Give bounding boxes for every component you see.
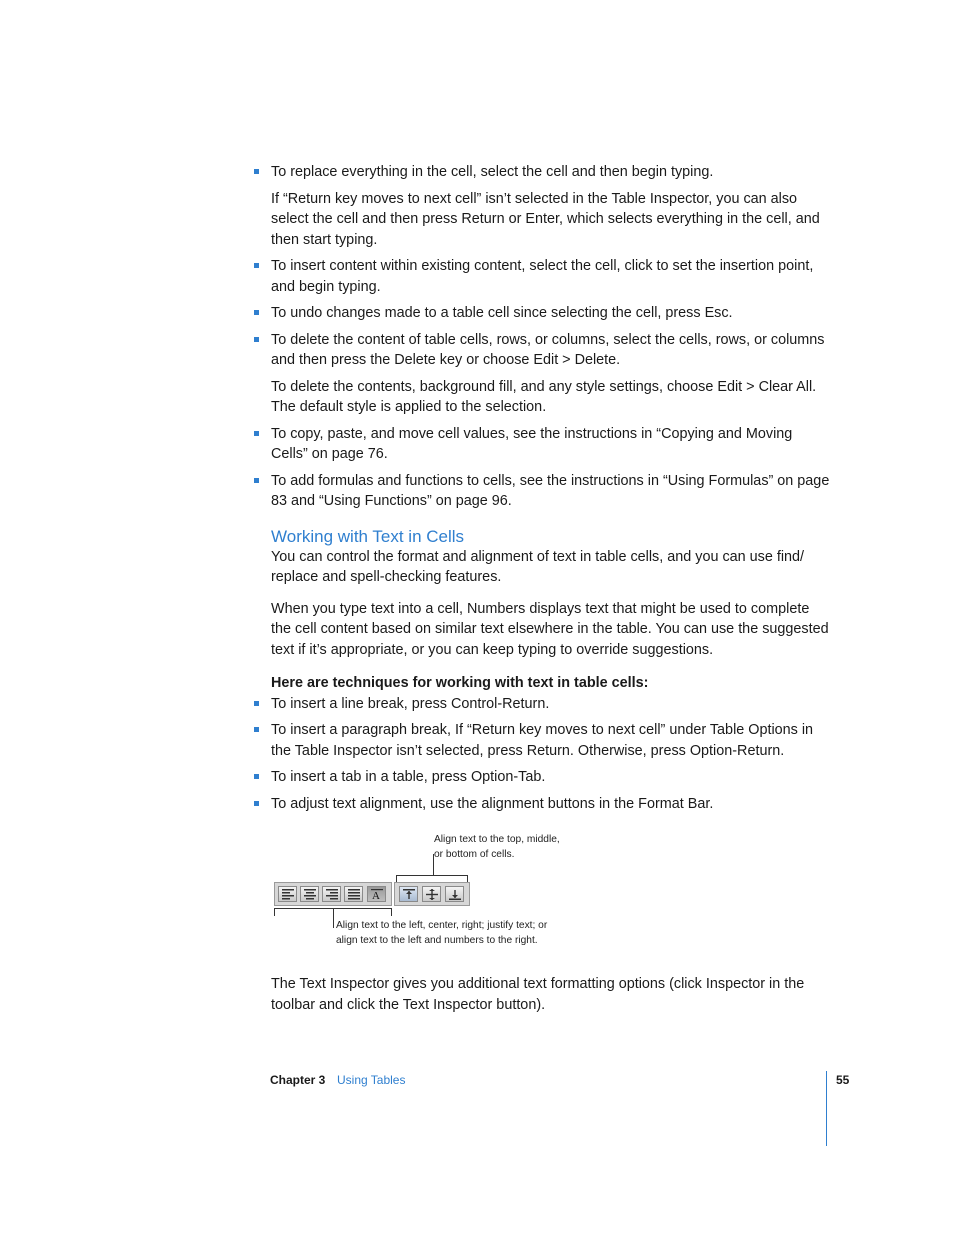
align-middle-icon[interactable]: [422, 886, 441, 902]
callout-vertical-alignment: [434, 832, 560, 862]
bullet-marker: [254, 337, 259, 342]
align-top-icon[interactable]: [399, 886, 418, 902]
horizontal-alignment-buttons: [274, 882, 392, 906]
footer-chapter-title: Using Tables: [337, 1073, 406, 1087]
page-content: [271, 162, 831, 820]
align-right-icon[interactable]: [322, 886, 341, 902]
callout-bracket: [396, 875, 468, 876]
callout-text: or bottom of cells.: [434, 849, 515, 860]
list-item-text: To replace everything in the cell, select the cell and then begin typing.: [271, 164, 714, 180]
list-item-text: To copy, paste, and move cell values, see the instructions in “Copying and Moving Cells” on page 76.: [271, 425, 793, 462]
list-item: [271, 471, 831, 512]
list-item: [271, 694, 831, 715]
list-item: [271, 303, 831, 324]
list-item-text: To insert content within existing content, select the cell, click to set the insertion point, and begin typing.: [271, 258, 814, 295]
techniques-intro: Here are techniques for working with text in table cells:: [271, 675, 649, 691]
list-item: [271, 256, 831, 297]
list-item: [271, 424, 831, 465]
bullet-marker: [254, 478, 259, 483]
list-item: [271, 720, 831, 761]
callout-leader-line: [433, 854, 434, 876]
bullet-marker: [254, 431, 259, 436]
align-left-icon[interactable]: [278, 886, 297, 902]
bullet-marker: [254, 774, 259, 779]
list-item-note: To delete the contents, background fill, and any style settings, choose Edit > Clear All. The default style is applied to the selection.: [271, 378, 817, 415]
bullet-marker: [254, 169, 259, 174]
format-bar-figure: [271, 830, 591, 950]
list-item: [271, 767, 831, 788]
list-item-text: To add formulas and functions to cells, see the instructions in “Using Formulas” on page 83 and “Using Functions” on page 96.: [271, 472, 830, 509]
callout-bracket: [391, 908, 392, 916]
list-item-text: To adjust text alignment, use the alignment buttons in the Format Bar.: [271, 795, 714, 812]
justify-icon[interactable]: [344, 886, 363, 902]
callout-leader-line: [333, 908, 334, 928]
callout-text: Align text to the top, middle,: [434, 834, 560, 845]
list-item-text: To insert a line break, press Control-Return.: [271, 695, 550, 712]
list-item-text: To insert a tab in a table, press Option-Tab.: [271, 769, 546, 785]
list-item: [271, 794, 831, 815]
paragraph: You can control the format and alignment of text in table cells, and you can use find/ replace and spell-checking features.: [271, 548, 805, 585]
callout-text: Align text to the left, center, right; justify text; or: [336, 920, 548, 931]
bullet-marker: [254, 727, 259, 732]
auto-align-icon[interactable]: [367, 886, 386, 902]
align-center-icon[interactable]: [300, 886, 319, 902]
list-item-text: To insert a paragraph break, If “Return key moves to next cell” under Table Options in the Table Inspector isn’t selected, press Return. Otherwise, press Option-Return.: [271, 722, 814, 759]
list-item-text: To delete the content of table cells, rows, or columns, select the cells, rows, or columns and then press the Delete key or choose Edit > Delete.: [271, 331, 825, 368]
callout-text: align text to the left and numbers to the right.: [336, 935, 538, 946]
callout-horizontal-alignment: [336, 918, 547, 948]
vertical-alignment-buttons: [394, 882, 470, 906]
bullet-marker: [254, 701, 259, 706]
footer-divider: [826, 1071, 827, 1146]
list-item: [271, 162, 831, 183]
page-number: 55: [836, 1073, 850, 1087]
align-bottom-icon[interactable]: [445, 886, 464, 902]
list-item: [271, 330, 831, 371]
list-item-note: If “Return key moves to next cell” isn’t selected in the Table Inspector, you can also select the cell and then press Return or Enter, which selects everything in the cell, and then start typing.: [271, 190, 820, 248]
list-item-text: To undo changes made to a table cell since selecting the cell, press Esc.: [271, 305, 733, 321]
svg-text:A: A: [372, 890, 380, 900]
paragraph: When you type text into a cell, Numbers displays text that might be used to complete the cell content based on similar text elsewhere in the table. You can use the suggested text if it’s appropriate, or you can keep typing to override suggestions.: [271, 600, 829, 658]
footer-chapter-label: Chapter 3: [270, 1073, 326, 1087]
bullet-marker: [254, 801, 259, 806]
bullet-marker: [254, 310, 259, 315]
section-heading: Working with Text in Cells: [271, 526, 465, 546]
closing-content: [271, 974, 831, 1026]
bullet-marker: [254, 263, 259, 268]
callout-bracket: [274, 908, 275, 916]
paragraph: The Text Inspector gives you additional text formatting options (click Inspector in the toolbar and click the Text Inspector button).: [271, 976, 805, 1013]
